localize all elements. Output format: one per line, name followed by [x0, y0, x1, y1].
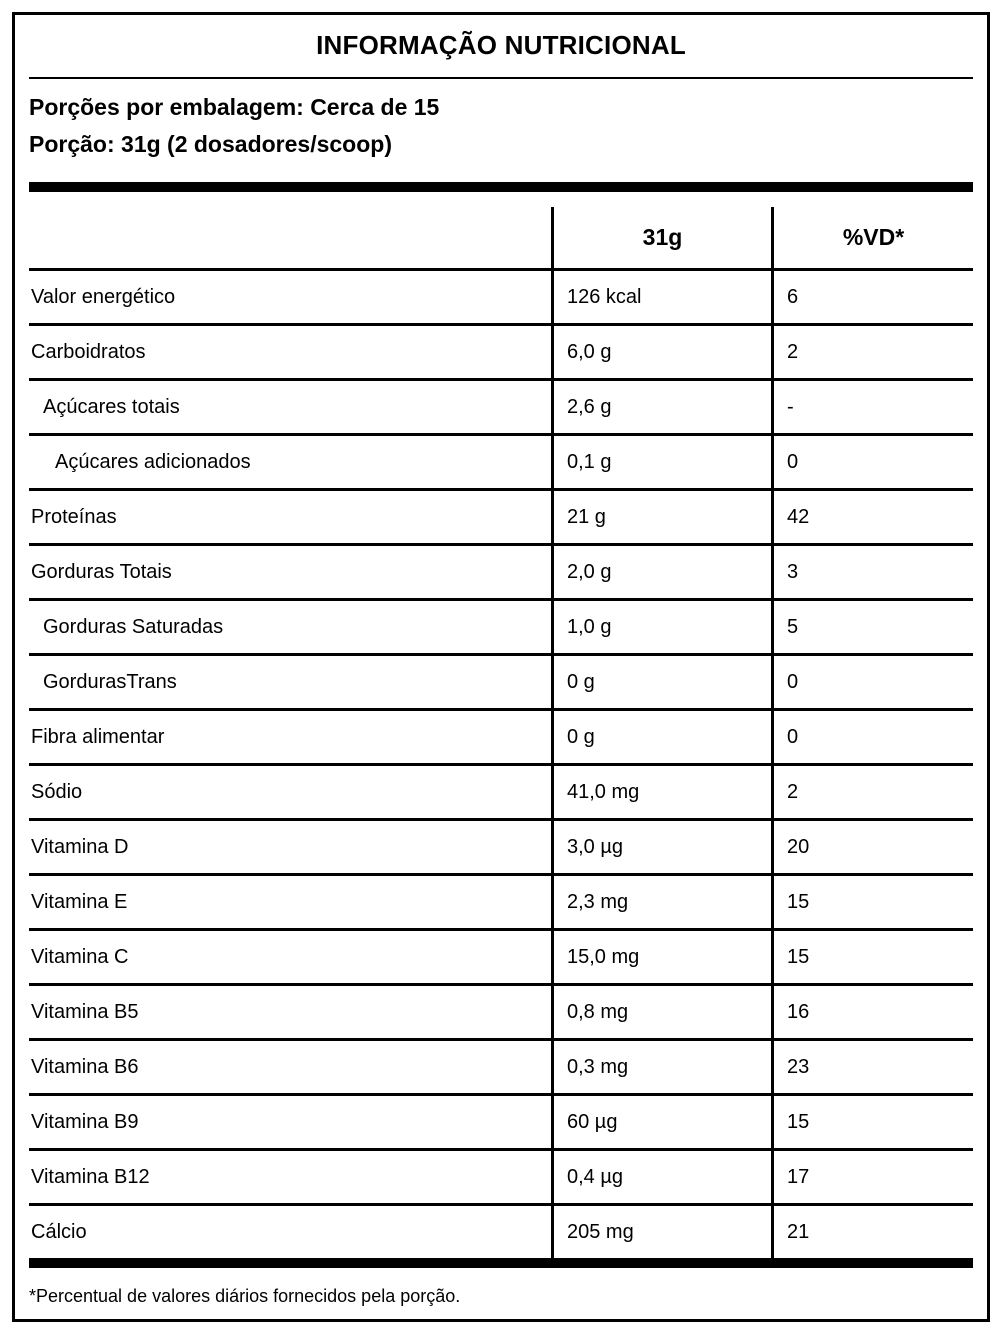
nutrient-amount: 3,0 µg	[551, 821, 771, 873]
footer-separator-bar	[29, 1258, 973, 1268]
nutrient-amount: 0,8 mg	[551, 986, 771, 1038]
nutrient-dv: 16	[771, 986, 973, 1038]
nutrient-dv: 21	[771, 1206, 973, 1258]
table-row	[29, 1093, 973, 1148]
nutrient-label: Vitamina C	[31, 945, 129, 968]
table-row	[29, 268, 973, 323]
nutrient-amount: 126 kcal	[551, 271, 771, 323]
nutrient-label: Açúcares adicionados	[55, 450, 251, 473]
nutrient-label: Vitamina E	[31, 890, 128, 913]
nutrient-dv: 5	[771, 601, 973, 653]
nutrition-table-body	[29, 268, 973, 1258]
table-row	[29, 1148, 973, 1203]
table-row	[29, 1203, 973, 1258]
table-row	[29, 433, 973, 488]
nutrient-amount: 2,6 g	[551, 381, 771, 433]
title-divider	[29, 77, 973, 79]
nutrient-amount: 0,4 µg	[551, 1151, 771, 1203]
nutrient-dv: 2	[771, 326, 973, 378]
table-row	[29, 708, 973, 763]
header-dv-column: %VD*	[771, 207, 973, 268]
nutrient-dv: 23	[771, 1041, 973, 1093]
table-row	[29, 763, 973, 818]
header-separator-bar	[29, 182, 973, 192]
table-row	[29, 818, 973, 873]
nutrient-label: Cálcio	[31, 1220, 87, 1243]
nutrient-amount: 15,0 mg	[551, 931, 771, 983]
nutrient-label: GordurasTrans	[43, 670, 177, 693]
nutrient-dv: 15	[771, 1096, 973, 1148]
table-spacer	[29, 192, 973, 207]
page-title: INFORMAÇÃO NUTRICIONAL	[316, 30, 686, 60]
table-row	[29, 488, 973, 543]
nutrient-amount: 0,1 g	[551, 436, 771, 488]
nutrient-label: Vitamina D	[31, 835, 129, 858]
nutrient-amount: 2,0 g	[551, 546, 771, 598]
nutrient-amount: 41,0 mg	[551, 766, 771, 818]
nutrient-label: Gorduras Saturadas	[43, 615, 224, 638]
nutrient-label: Fibra alimentar	[31, 725, 165, 748]
serving-size: Porção: 31g (2 dosadores/scoop)	[29, 131, 392, 157]
header-nutrient-column	[29, 207, 551, 268]
nutrient-label: Carboidratos	[31, 340, 146, 363]
servings-per-package: Porções por embalagem: Cerca de 15	[29, 94, 440, 120]
nutrient-dv: 3	[771, 546, 973, 598]
serving-info	[29, 89, 973, 163]
nutrient-label: Valor energético	[31, 285, 176, 308]
nutrition-table	[29, 207, 973, 1258]
nutrient-amount: 0 g	[551, 711, 771, 763]
table-row	[29, 873, 973, 928]
nutrient-dv: 20	[771, 821, 973, 873]
nutrient-label: Vitamina B9	[31, 1110, 139, 1133]
nutrient-amount: 205 mg	[551, 1206, 771, 1258]
nutrient-amount: 60 µg	[551, 1096, 771, 1148]
nutrient-label: Açúcares totais	[43, 395, 180, 418]
nutrient-dv: 42	[771, 491, 973, 543]
nutrient-label: Vitamina B6	[31, 1055, 139, 1078]
nutrient-dv: -	[771, 381, 973, 433]
nutrient-amount: 0,3 mg	[551, 1041, 771, 1093]
nutrient-amount: 1,0 g	[551, 601, 771, 653]
nutrient-amount: 6,0 g	[551, 326, 771, 378]
nutrient-label: Proteínas	[31, 505, 117, 528]
table-row	[29, 378, 973, 433]
daily-value-note: *Percentual de valores diários fornecidos pela porção.	[29, 1286, 461, 1306]
nutrient-label: Gorduras Totais	[31, 560, 172, 583]
nutrient-dv: 6	[771, 271, 973, 323]
table-row	[29, 1038, 973, 1093]
table-row	[29, 598, 973, 653]
table-row	[29, 543, 973, 598]
nutrient-amount: 0 g	[551, 656, 771, 708]
nutrient-dv: 2	[771, 766, 973, 818]
table-row	[29, 928, 973, 983]
table-row	[29, 653, 973, 708]
nutrition-label	[12, 12, 990, 1322]
nutrient-dv: 0	[771, 711, 973, 763]
nutrient-dv: 0	[771, 656, 973, 708]
nutrient-label: Sódio	[31, 780, 83, 803]
nutrient-dv: 15	[771, 876, 973, 928]
nutrient-dv: 0	[771, 436, 973, 488]
table-header-row	[29, 207, 973, 268]
nutrient-dv: 15	[771, 931, 973, 983]
nutrient-label: Vitamina B12	[31, 1165, 150, 1188]
table-row	[29, 323, 973, 378]
header-amount-column: 31g	[551, 207, 771, 268]
nutrient-amount: 2,3 mg	[551, 876, 771, 928]
table-row	[29, 983, 973, 1038]
nutrient-dv: 17	[771, 1151, 973, 1203]
nutrient-label: Vitamina B5	[31, 1000, 139, 1023]
nutrient-amount: 21 g	[551, 491, 771, 543]
